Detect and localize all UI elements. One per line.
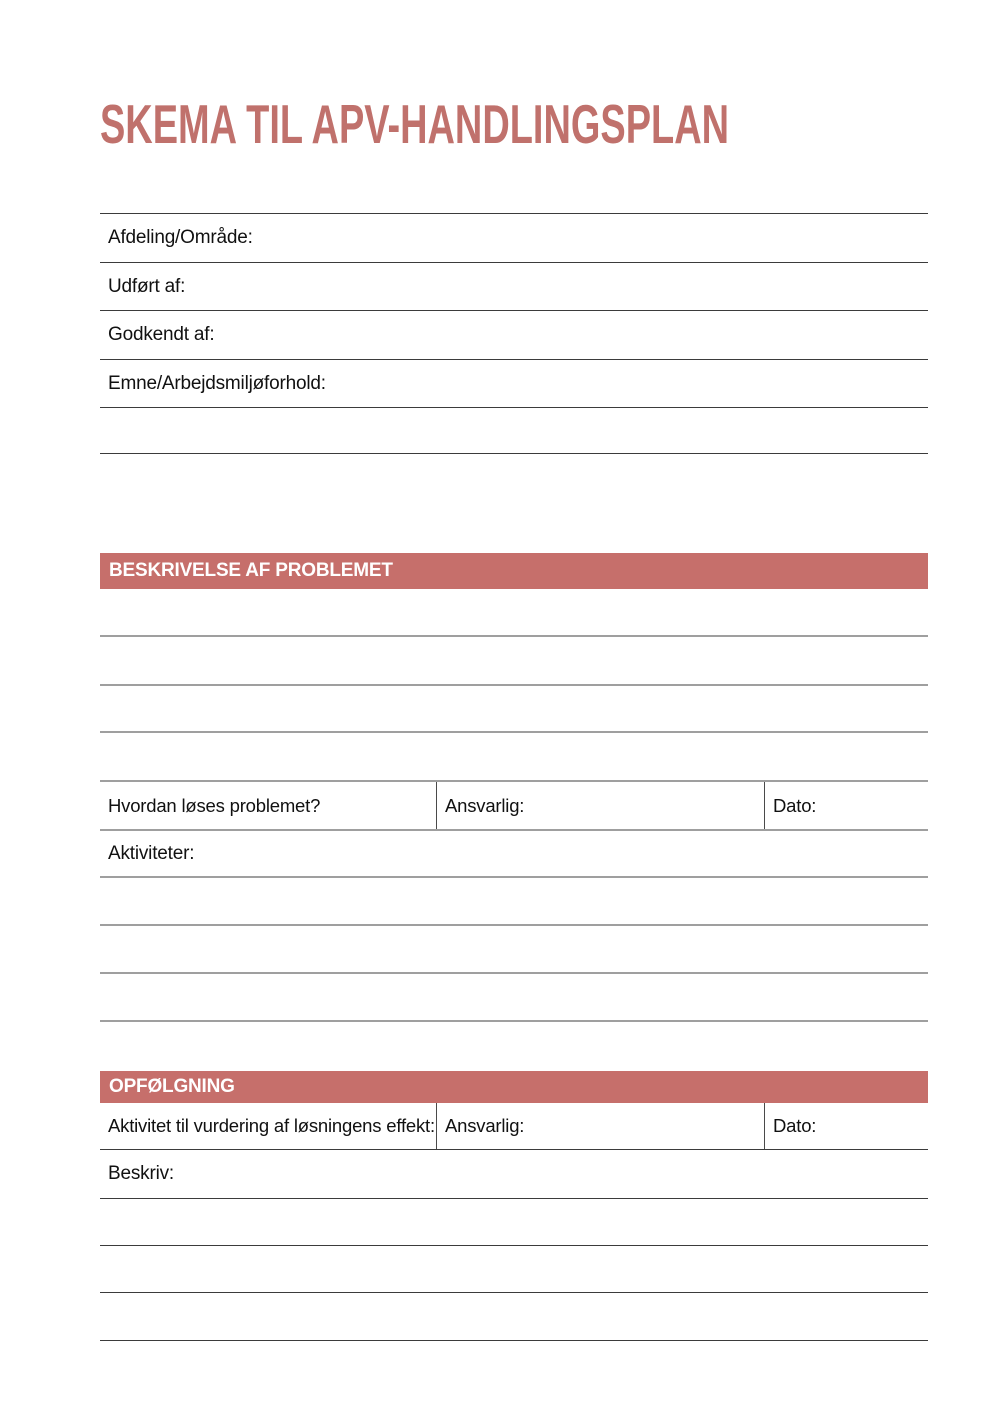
followup-ansvarlig-cell[interactable]: [437, 1103, 765, 1149]
info-field-row-afdeling[interactable]: [100, 214, 928, 263]
solve-table: [100, 780, 928, 1022]
aktivitet-vurdering-label: Aktivitet til vurdering af løsningens effekt:: [108, 1115, 435, 1136]
beskriv-row[interactable]: [100, 1150, 928, 1199]
aktiviteter-row[interactable]: [100, 831, 928, 878]
dato-label: Dato:: [773, 794, 817, 816]
followup-dato-label: Dato:: [773, 1115, 817, 1136]
followup-dato-cell[interactable]: [765, 1103, 928, 1149]
beskriv-label: Beskriv:: [108, 1163, 174, 1184]
problem-description-lines: [100, 589, 928, 733]
ansvarlig-label: Ansvarlig:: [445, 794, 525, 816]
ruled-line[interactable]: [100, 637, 928, 686]
ruled-line[interactable]: [100, 1246, 928, 1293]
ruled-line[interactable]: [100, 589, 928, 637]
hvordan-loeses-label: Hvordan løses problemet?: [108, 794, 321, 816]
ruled-line[interactable]: [100, 686, 928, 733]
afdeling-omraade-label: Afdeling/Område:: [108, 227, 253, 248]
ruled-line[interactable]: [100, 878, 928, 926]
ruled-line[interactable]: [100, 1293, 928, 1341]
solve-table-header-row: [100, 782, 928, 831]
info-field-row-godkendt[interactable]: [100, 311, 928, 360]
hvordan-loeses-cell[interactable]: [100, 782, 437, 829]
followup-ansvarlig-label: Ansvarlig:: [445, 1115, 525, 1136]
info-fields-table: [100, 213, 928, 454]
followup-section-header: [100, 1071, 928, 1103]
ruled-line[interactable]: [100, 1199, 928, 1246]
ansvarlig-cell[interactable]: [437, 782, 765, 829]
problem-section-header-label: BESKRIVELSE AF PROBLEMET: [109, 560, 393, 581]
info-field-row-emne[interactable]: [100, 360, 928, 408]
info-field-row-blank[interactable]: [100, 408, 928, 454]
problem-section-header: [100, 553, 928, 589]
udfoert-af-label: Udført af:: [108, 275, 186, 297]
page-title: SKEMA TIL APV-HANDLINGSPLAN: [100, 93, 730, 155]
aktiviteter-label: Aktiviteter:: [108, 842, 195, 864]
ruled-line[interactable]: [100, 926, 928, 974]
followup-section-header-label: OPFØLGNING: [109, 1076, 235, 1097]
followup-header-row: [100, 1103, 928, 1150]
aktivitet-vurdering-cell[interactable]: [100, 1103, 437, 1149]
followup-table: [100, 1103, 928, 1341]
dato-cell[interactable]: [765, 782, 928, 829]
emne-arbejdsmiljoeforhold-label: Emne/Arbejdsmiljøforhold:: [108, 372, 326, 394]
info-field-row-udfoert[interactable]: [100, 263, 928, 311]
ruled-line[interactable]: [100, 974, 928, 1022]
godkendt-af-label: Godkendt af:: [108, 324, 215, 345]
